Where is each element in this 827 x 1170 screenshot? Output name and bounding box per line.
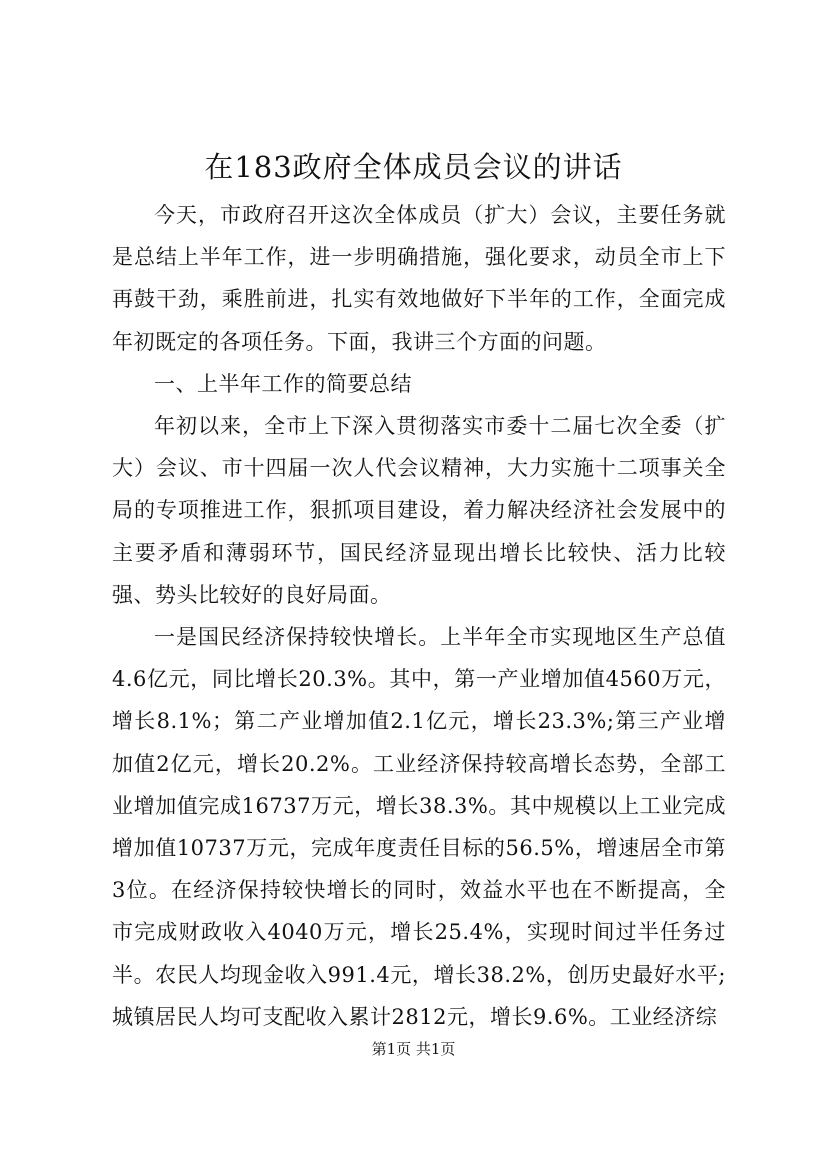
section-heading: 一、上半年工作的简要总结 [154, 371, 412, 396]
summary-paragraph: 年初以来，全市上下深入贯彻落实市委十二届七次全委（扩大）会议、市十四届一次人代会议精神，大力实施十二项事关全局的专项推进工作，狠抓项目建设，着力解决经济社会发展中的主要矛盾和薄弱环节，国民经济显现出增长比较快、活力比较强、势头比较好的良好局面。 [112, 414, 726, 607]
document-body [112, 194, 726, 1038]
document-title: 在183政府全体成员会议的讲话 [204, 150, 623, 184]
economy-paragraph: 一是国民经济保持较快增长。上半年全市实现地区生产总值4.6亿元，同比增长20.3%。其中，第一产业增加值4560万元，增长8.1%；第二产业增加值2.1亿元，增长23.3%;第三产业增加值2亿元，增长20.2%。工业经济保持较高增长态势，全部工业增加值完成16737万元，增长38.3%。其中规模以上工业完成增加值10737万元，完成年度责任目标的56.5%，增速居全市第3位。在经济保持较快增长的同时，效益水平也在不断提高，全市完成财政收入4040万元，增长25.4%，实现时间过半任务过半。农民人均现金收入991.4元，增长38.2%，创历史最好水平;城镇居民人均可支配收入累计2812元，增长9.6%。工业经济综 [112, 625, 726, 1029]
intro-paragraph: 今天，市政府召开这次全体成员（扩大）会议，主要任务就是总结上半年工作，进一步明确措施，强化要求，动员全市上下再鼓干劲，乘胜前进，扎实有效地做好下半年的工作，全面完成年初既定的各项任务。下面，我讲三个方面的问题。 [112, 203, 726, 354]
page-footer: 第1页 共1页 [371, 1040, 456, 1058]
